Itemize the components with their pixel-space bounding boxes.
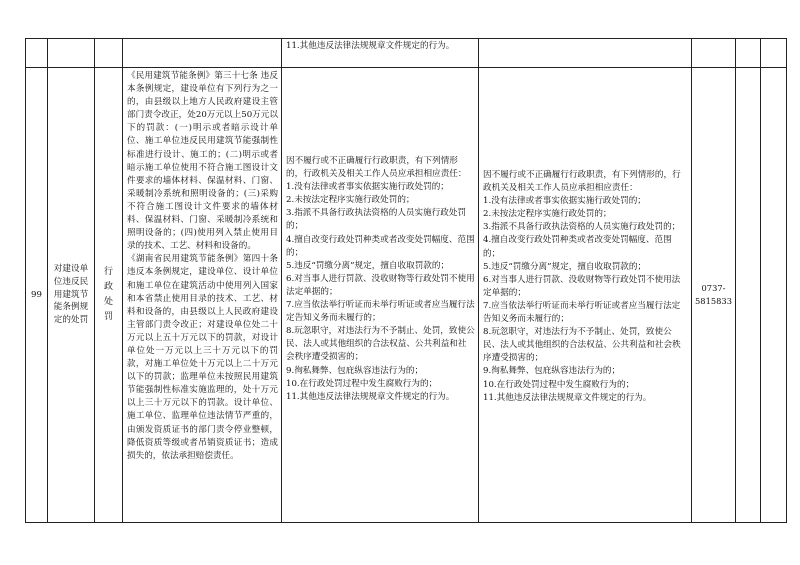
legal-basis-cell <box>123 68 282 523</box>
row-number: 99 <box>31 290 42 300</box>
table-row <box>26 39 787 68</box>
empty-cell <box>761 68 787 523</box>
phone-cell <box>692 39 736 68</box>
responsibility-cell <box>282 68 479 523</box>
phone-number: 0737-5815833 <box>695 283 732 306</box>
row-number-cell <box>26 68 48 523</box>
empty-cell <box>761 39 787 68</box>
legal-basis-cell <box>123 39 282 68</box>
responsibility-text: 11.其他违反法律法规规章文件规定的行为。 <box>286 41 455 51</box>
responsibility-detail-cell <box>479 68 692 523</box>
item-type-cell <box>95 39 123 68</box>
legal-basis-text: 《民用建筑节能条例》第三十七条 违反本条例规定，建设单位有下列行为之一的，由县级以上地方人民政府建设主管部门责令改正，处20万元以上50万元以下的罚款：(一)明示或者暗示设计单位、施工单位违反民用建筑节能强制性标准进行设计、施工的；(二)明示或者暗示施工单位使用不符合施工图设计文件要求的墙体材料、保温材料、门窗、采暖制冷系统和照明设备的；(三)采购不符合施工图设计文件要求的墙体材料、保温材料、门窗、采暖制冷系统和照明设备的；(四)使用列入禁止使用目录的技术、工艺、材料和设备的。 《湖南省民用建筑节能条例》第四十条 违反本条例规定，建设单位、设计单位和施工单位在建筑活动中使用列入国家和本省禁止使用目录的技术、工艺、材料和设备的，由县级以上人民政府建设主管部门责令改正；对建设单位处二十万元以上五十万元以下的罚款，对设计单位处一万元以上三十万元以下的罚款，对施工单位处十万元以上二十万元以下的罚款；监理单位未按照民用建筑节能强制性标准实施监理的，处十万元以上三十万元以下的罚款。设计单位、施工单位、监理单位违法情节严重的，由颁发资质证书的部门责令停业整顿，降低资质等级或者吊销资质证书；造成损失的，依法承担赔偿责任。 <box>127 71 278 461</box>
responsibility-detail-text: 因不履行或不正确履行行政职责，有下列情形的，行政机关及相关工作人员应承担相应责任： 1.没有法律或者事实依据实施行政处罚的； 2.未按法定程序实施行政处罚的； 3.指派不具备行政执法资格的人员实施行政处罚的； 4.擅自改变行政处罚种类或者改变处罚幅度、范围的； 5.违反“罚缴分离”规定，擅自收取罚款的； 6.对当事人进行罚款、没收财物等行政处罚不使用法定单据的； 7.应当依法举行听证而未举行听证或者应当履行法定告知义务而未履行的； 8.玩忽职守，对违法行为不予制止、处罚，致使公民、法人或其他组织的合法权益、公共利益和社会秩序遭受损害的； 9.徇私舞弊、包庇纵容违法行为的； 10.在行政处罚过程中发生腐败行为的； 11.其他违反法律法规规章文件规定的行为。 <box>483 170 681 403</box>
responsibility-detail-cell <box>479 39 692 68</box>
item-name-cell <box>48 68 95 523</box>
responsibility-text: 因不履行或不正确履行行政职责，有下列情形的，行政机关及相关工作人员应承担相应责任： 1.没有法律或者事实依据实施行政处罚的； 2.未按法定程序实施行政处罚的； 3.指派不具备行政执法资格的人员实施行政处罚的； 4.擅自改变行政处罚种类或者改变处罚幅度、范围的； 5.违反“罚缴分离”规定，擅自收取罚款的； 6.对当事人进行罚款、没收财物等行政处罚不使用法定单据的； 7.应当依法举行听证而未举行听证或者应当履行法定告知义务而未履行的； 8.玩忽职守，对违法行为不予制止、处罚，致使公民、法人或其他组织的合法权益、公共利益和社会秩序遭受损害的； 9.徇私舞弊、包庇纵容违法行为的； 10.在行政处罚过程中发生腐败行为的； 11.其他违反法律法规规章文件规定的行为。 <box>286 156 475 402</box>
row-number-cell <box>26 39 48 68</box>
phone-cell <box>692 68 736 523</box>
responsibility-cell <box>282 39 479 68</box>
table-row <box>26 68 787 523</box>
responsibility-table <box>25 38 787 523</box>
empty-cell <box>736 39 761 68</box>
item-name-cell <box>48 39 95 68</box>
empty-cell <box>736 68 761 523</box>
item-type: 行政处罚 <box>103 267 113 322</box>
item-type-cell <box>95 68 123 523</box>
item-name: 对建设单位违反民用建筑节能条例规定的处罚 <box>53 264 89 326</box>
